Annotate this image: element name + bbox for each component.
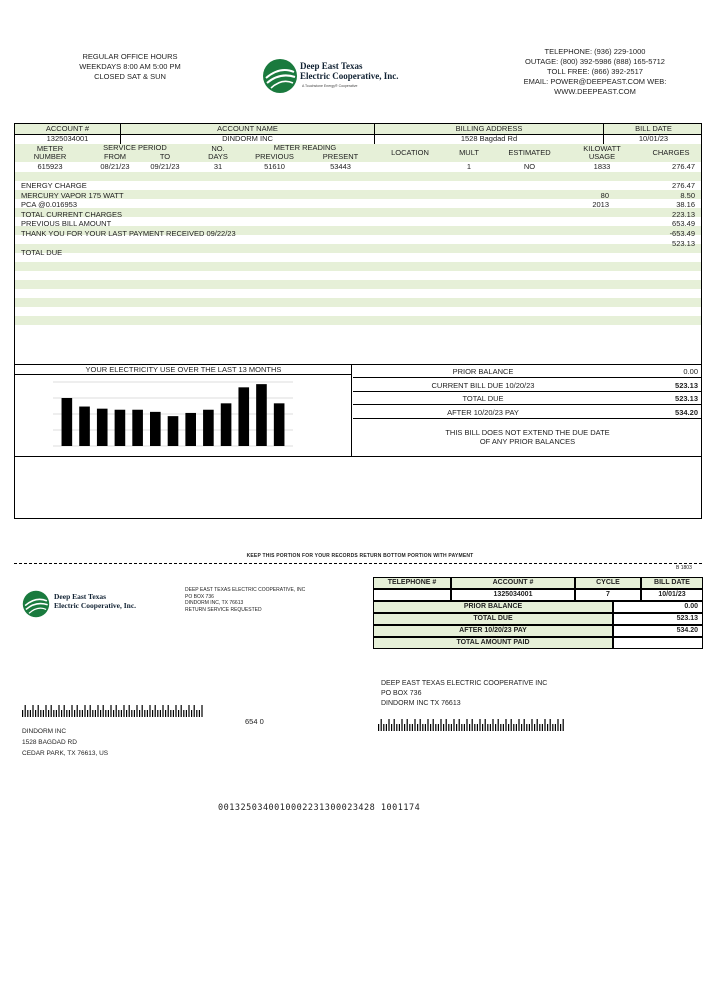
summary-label: PRIOR BALANCE <box>452 367 514 376</box>
barcode-bar <box>414 719 415 731</box>
line-item-label: THANK YOU FOR YOUR LAST PAYMENT RECEIVED 09/22/23 <box>21 229 236 238</box>
stripe <box>15 262 701 271</box>
barcode-bar <box>451 724 452 731</box>
barcode-bar <box>513 724 514 731</box>
barcode-bar <box>186 710 187 717</box>
remit-address <box>381 679 547 709</box>
barcode-bar <box>144 710 145 717</box>
barcode-bar <box>61 710 62 717</box>
account-number: 1325034001 <box>15 134 121 144</box>
barcode-bar <box>178 710 179 717</box>
barcode-bar <box>518 719 519 731</box>
barcode-bar <box>74 710 75 717</box>
barcode-bar <box>534 724 535 731</box>
stub-amount-row <box>373 601 703 613</box>
barcode-bar <box>544 719 545 731</box>
barcode-bar <box>409 724 410 731</box>
usage-chart <box>15 364 352 456</box>
barcode-bar <box>459 719 460 731</box>
barcode-bar <box>396 724 397 731</box>
barcode-bar <box>383 724 384 731</box>
barcode-bar <box>97 705 98 717</box>
barcode-bar <box>142 705 143 717</box>
summary-row <box>353 406 702 419</box>
barcode-bar <box>53 710 54 717</box>
barcode-bar <box>175 705 176 717</box>
meter-values-row <box>15 162 701 172</box>
stub-header-row <box>373 577 703 589</box>
barcode-bar <box>103 705 104 717</box>
barcode-bar <box>552 724 553 731</box>
barcode-bar <box>531 719 532 731</box>
barcode-bar <box>30 710 31 717</box>
barcode-bar <box>134 710 135 717</box>
stripe <box>15 280 701 289</box>
remit-line: DEEP EAST TEXAS ELECTRIC COOPERATIVE INC <box>381 680 548 687</box>
stub-logo-line2: Electric Cooperative, Inc. <box>54 601 137 610</box>
company-logo <box>262 58 427 100</box>
stub-amount-row <box>373 637 703 649</box>
barcode-bar <box>116 705 117 717</box>
barcode-bar <box>550 719 551 731</box>
stub-table <box>373 577 703 649</box>
location-header: LOCATION <box>391 148 429 157</box>
barcode-bar <box>43 710 44 717</box>
usage-bar <box>97 409 108 446</box>
barcode-bar <box>188 705 189 717</box>
barcode-bar <box>77 705 78 717</box>
line-item-label: MERCURY VAPOR 175 WATT <box>21 190 124 200</box>
barcode-bar <box>563 719 564 731</box>
barcode-bar <box>87 710 88 717</box>
barcode-bar <box>425 724 426 731</box>
stub-logo <box>22 590 162 622</box>
estimated-value: NO <box>523 162 536 171</box>
ocr-scan-line: 0013250340010002231300023428 1001174 <box>218 803 421 813</box>
summary-label: CURRENT BILL DUE 10/20/23 <box>431 380 535 390</box>
section-divider <box>15 456 701 457</box>
barcode-bar <box>477 724 478 731</box>
barcode-bar <box>170 710 171 717</box>
logo-subtitle: A Touchstone Energy® Cooperative <box>302 84 358 88</box>
barcode-bar <box>508 724 509 731</box>
barcode-bar <box>136 705 137 717</box>
mailing-address <box>22 726 108 759</box>
tear-instructions: KEEP THIS PORTION FOR YOUR RECORDS RETURN BOTTOM PORTION WITH PAYMENT <box>246 553 474 559</box>
barcode-bar <box>32 705 33 717</box>
bill-detail-box <box>14 123 702 519</box>
barcode-bar <box>69 710 70 717</box>
contact-line: EMAIL: POWER@DEEPEAST.COM WEB: <box>523 77 667 86</box>
to-header: TO <box>159 152 171 161</box>
return-line: DEEP EAST TEXAS ELECTRIC COOPERATIVE, INC <box>185 587 306 593</box>
stub-amount-row <box>373 625 703 637</box>
summary-row <box>353 379 702 392</box>
barcode-bar <box>201 705 202 717</box>
contact-info <box>495 47 695 97</box>
contact-line: TELEPHONE: (936) 229-1000 <box>544 47 646 56</box>
usage-bar-chart <box>53 378 293 450</box>
barcode-bar <box>165 710 166 717</box>
barcode-bar <box>108 710 109 717</box>
postal-barcode <box>378 719 568 731</box>
barcode-bar <box>539 724 540 731</box>
postal-barcode <box>22 705 207 717</box>
kilowatt-usage-header: KILOWATT USAGE <box>583 144 621 161</box>
usage-bar <box>62 398 73 446</box>
stub-row-label: AFTER 10/20/23 PAY <box>373 625 613 637</box>
chart-title-rule <box>15 374 352 375</box>
barcode-bar <box>448 724 449 731</box>
previous-header: PREVIOUS <box>255 152 294 161</box>
service-to: 09/21/23 <box>150 162 180 171</box>
billing-address: 1528 Bagdad Rd <box>375 134 604 144</box>
contact-line: TOLL FREE: (866) 392-2517 <box>547 67 643 76</box>
billing-address-label: BILLING ADDRESS <box>375 124 604 134</box>
barcode-bar <box>490 724 491 731</box>
line-item-amount: 8.50 <box>680 190 695 200</box>
barcode-bar <box>498 719 499 731</box>
reading-previous: 51610 <box>264 162 285 171</box>
summary-row <box>353 365 702 378</box>
barcode-bar <box>440 719 441 731</box>
estimated-header: ESTIMATED <box>508 148 551 157</box>
stub-code: B 1803 <box>676 565 692 571</box>
usage-bar <box>256 384 267 446</box>
barcode-bar <box>422 724 423 731</box>
barcode-bar <box>56 710 57 717</box>
stub-amount-row <box>373 613 703 625</box>
service-from: 08/21/23 <box>100 162 130 171</box>
remit-line: DINDORM INC TX 76613 <box>381 700 461 707</box>
barcode-bar <box>38 705 39 717</box>
line-item-amount: 523.13 <box>672 238 695 248</box>
barcode-bar <box>157 710 158 717</box>
summary-value: 534.20 <box>675 407 698 417</box>
barcode-bar <box>71 705 72 717</box>
barcode-bar <box>110 705 111 717</box>
usage-bar <box>132 410 143 446</box>
usage-bar <box>185 413 196 446</box>
office-hours-line: CLOSED SAT & SUN <box>94 72 166 81</box>
barcode-bar <box>100 710 101 717</box>
barcode-bar <box>435 724 436 731</box>
barcode-bar <box>500 724 501 731</box>
barcode-bar <box>560 724 561 731</box>
line-item-label: TOTAL DUE <box>21 248 63 258</box>
barcode-bar <box>95 710 96 717</box>
stub-account-label: ACCOUNT # <box>451 577 575 589</box>
stub-row-value: 523.13 <box>613 613 703 625</box>
stub-row-value <box>613 637 703 649</box>
present-header: PRESENT <box>322 152 359 161</box>
stub-bill-date-label: BILL DATE <box>641 577 703 589</box>
stub-row-label: TOTAL AMOUNT PAID <box>373 637 613 649</box>
barcode-bar <box>51 705 52 717</box>
barcode-bar <box>173 710 174 717</box>
return-line: DINDORM INC, TX 76613 <box>185 600 244 606</box>
barcode-bar <box>479 719 480 731</box>
barcode-bar <box>58 705 59 717</box>
barcode-bar <box>35 710 36 717</box>
usage-bar <box>79 407 90 446</box>
usage-bar <box>238 387 249 446</box>
return-line: PO BOX 736 <box>185 593 214 600</box>
barcode-bar <box>105 710 106 717</box>
contact-line: WWW.DEEPEAST.COM <box>554 87 636 96</box>
usage-bar <box>115 410 126 446</box>
barcode-bar <box>139 710 140 717</box>
barcode-bar <box>482 724 483 731</box>
barcode-bar <box>181 705 182 717</box>
barcode-bar <box>48 710 49 717</box>
barcode-bar <box>557 719 558 731</box>
barcode-bar <box>456 724 457 731</box>
line-item-amount: 653.49 <box>672 219 695 229</box>
office-hours <box>55 52 205 82</box>
stub-logo-line1: Deep East Texas <box>54 592 107 601</box>
barcode-bar <box>399 724 400 731</box>
stub-cycle: 7 <box>575 589 641 601</box>
barcode-bar <box>386 724 387 731</box>
barcode-bar <box>412 724 413 731</box>
bill-date: 10/01/23 <box>638 134 669 143</box>
barcode-bar <box>443 724 444 731</box>
meter-number-header: METER NUMBER <box>33 144 67 161</box>
stripe <box>15 172 701 181</box>
barcode-bar <box>464 724 465 731</box>
notice-line: OF ANY PRIOR BALANCES <box>479 437 576 446</box>
no-days-header: NO. DAYS <box>208 144 228 161</box>
barcode-bar <box>126 710 127 717</box>
line-item-label: PCA @0.016953 <box>21 200 77 210</box>
summary-value: 0.00 <box>683 367 698 376</box>
barcode-bar <box>433 719 434 731</box>
barcode-bar <box>505 719 506 731</box>
usage-bar <box>221 403 232 446</box>
barcode-bar <box>147 710 148 717</box>
line-item-label: PREVIOUS BILL AMOUNT <box>21 219 112 229</box>
stub-values-row <box>373 589 703 601</box>
remit-line: PO BOX 736 <box>381 690 422 697</box>
usage-bar <box>203 410 214 446</box>
logo-line2: Electric Cooperative, Inc. <box>300 71 399 81</box>
barcode-bar <box>378 724 379 731</box>
stub-row-value: 534.20 <box>613 625 703 637</box>
barcode-bar <box>388 719 389 731</box>
barcode-bar <box>516 724 517 731</box>
barcode-bar <box>391 724 392 731</box>
meter-charges: 276.47 <box>672 162 695 171</box>
stub-telephone-label: TELEPHONE # <box>373 577 451 589</box>
barcode-bar <box>466 719 467 731</box>
barcode-bar <box>123 705 124 717</box>
meter-header-band <box>15 144 701 162</box>
line-item-amount: 223.13 <box>672 209 695 219</box>
barcode-bar <box>547 724 548 731</box>
barcode-bar <box>438 724 439 731</box>
usage-bar <box>150 412 161 446</box>
barcode-bar <box>196 710 197 717</box>
barcode-bar <box>511 719 512 731</box>
stub-row-value: 0.00 <box>613 601 703 613</box>
logo-line1: Deep East Texas <box>300 61 363 71</box>
barcode-bar <box>472 719 473 731</box>
stub-telephone <box>373 589 451 601</box>
stub-return-address <box>185 587 305 613</box>
mult-value: 1 <box>466 162 472 171</box>
barcode-bar <box>199 710 200 717</box>
barcode-bar <box>183 710 184 717</box>
barcode-bar <box>495 724 496 731</box>
barcode-bar <box>417 724 418 731</box>
account-number-label: ACCOUNT # <box>15 124 121 134</box>
barcode-bar <box>82 710 83 717</box>
stub-account: 1325034001 <box>451 589 575 601</box>
globe-logo-icon <box>262 58 298 94</box>
stub-row-label: PRIOR BALANCE <box>373 601 613 613</box>
stripe <box>15 298 701 307</box>
stub-amount-rows <box>373 601 703 649</box>
barcode-bar <box>420 719 421 731</box>
meter-number: 615923 <box>37 162 63 171</box>
barcode-bar <box>401 719 402 731</box>
line-item-amount: -653.49 <box>669 229 695 238</box>
barcode-bar <box>160 710 161 717</box>
barcode-bar <box>526 724 527 731</box>
barcode-bar <box>66 710 67 717</box>
barcode-bar <box>40 710 41 717</box>
barcode-bar <box>461 724 462 731</box>
barcode-bar <box>555 724 556 731</box>
line-item-label: ENERGY CHARGE <box>21 181 87 190</box>
barcode-bar <box>118 710 119 717</box>
office-hours-line: WEEKDAYS 8:00 AM 5:00 PM <box>79 62 181 71</box>
barcode-bar <box>503 724 504 731</box>
usage-bar <box>168 416 179 446</box>
barcode-bar <box>162 705 163 717</box>
barcode-bar <box>430 724 431 731</box>
barcode-bar <box>113 710 114 717</box>
barcode-bar <box>407 719 408 731</box>
mail-line: CEDAR PARK, TX 76613, US <box>22 750 109 757</box>
barcode-bar <box>92 710 93 717</box>
barcode-bar <box>427 719 428 731</box>
barcode-bar <box>537 719 538 731</box>
usage-chart-title: YOUR ELECTRICITY USE OVER THE LAST 13 MONTHS <box>85 365 282 374</box>
barcode-bar <box>64 705 65 717</box>
barcode-bar <box>492 719 493 731</box>
barcode-bar <box>27 710 28 717</box>
barcode-bar <box>487 724 488 731</box>
barcode-bar <box>529 724 530 731</box>
barcode-bar <box>25 705 26 717</box>
return-line: RETURN SERVICE REQUESTED <box>185 606 262 613</box>
office-hours-line: REGULAR OFFICE HOURS <box>82 52 178 61</box>
barcode-bar <box>155 705 156 717</box>
barcode-bar <box>131 710 132 717</box>
barcode-bar <box>469 724 470 731</box>
barcode-bar <box>542 724 543 731</box>
stub-bill-date: 10/01/23 <box>641 589 703 601</box>
mult-header: MULT <box>459 148 479 157</box>
barcode-bar <box>149 705 150 717</box>
line-item-amount: 38.16 <box>676 200 695 210</box>
bill-date-label: BILL DATE <box>635 124 672 133</box>
due-date-notice <box>353 428 702 446</box>
barcode-bar <box>404 724 405 731</box>
summary-value: 523.13 <box>675 394 698 403</box>
barcode-bar <box>394 719 395 731</box>
barcode-bar <box>453 719 454 731</box>
mail-line: DINDORM INC <box>22 728 67 735</box>
line-item-qty: 80 <box>600 190 609 200</box>
from-header: FROM <box>103 152 127 161</box>
globe-logo-icon <box>22 590 50 618</box>
stripe <box>15 244 701 253</box>
barcode-bar <box>521 724 522 731</box>
barcode-bar <box>45 705 46 717</box>
barcode-bar <box>474 724 475 731</box>
line-item-label: TOTAL CURRENT CHARGES <box>21 209 122 219</box>
summary-label: AFTER 10/20/23 PAY <box>447 407 519 417</box>
line-item-qty: 2013 <box>592 200 609 210</box>
barcode-bar <box>121 710 122 717</box>
stub-row-label: TOTAL DUE <box>373 613 613 625</box>
meter-reading-header: METER READING <box>273 143 337 152</box>
barcode-bar <box>524 719 525 731</box>
barcode-bar <box>129 705 130 717</box>
account-name: DINDORM INC <box>121 134 375 144</box>
barcode-bar <box>22 710 23 717</box>
barcode-bar <box>84 705 85 717</box>
mail-code: 654 0 <box>245 717 264 726</box>
summary-label: TOTAL DUE <box>462 394 504 403</box>
summary-value: 523.13 <box>675 380 698 390</box>
stripe <box>15 316 701 325</box>
reading-present: 53443 <box>330 162 351 171</box>
mail-line: 1528 BAGDAD RD <box>22 739 77 746</box>
barcode-bar <box>90 705 91 717</box>
barcode-bar <box>79 710 80 717</box>
charges-header: CHARGES <box>652 148 690 157</box>
barcode-bar <box>381 719 382 731</box>
usage-bar <box>274 403 285 446</box>
summary-row <box>353 392 702 405</box>
no-days: 31 <box>213 162 223 171</box>
line-item-amount: 276.47 <box>672 181 695 190</box>
barcode-bar <box>446 719 447 731</box>
barcode-bar <box>194 705 195 717</box>
account-name-label: ACCOUNT NAME <box>121 124 375 134</box>
contact-line: OUTAGE: (800) 392-5986 (888) 165-5712 <box>525 57 665 66</box>
barcode-bar <box>485 719 486 731</box>
stub-cycle-label: CYCLE <box>575 577 641 589</box>
tear-line <box>14 563 702 564</box>
usage-value: 1833 <box>593 162 611 171</box>
service-period-header: SERVICE PERIOD <box>103 143 167 152</box>
notice-line: THIS BILL DOES NOT EXTEND THE DUE DATE <box>445 428 610 437</box>
barcode-bar <box>168 705 169 717</box>
barcode-bar <box>152 710 153 717</box>
barcode-bar <box>191 710 192 717</box>
